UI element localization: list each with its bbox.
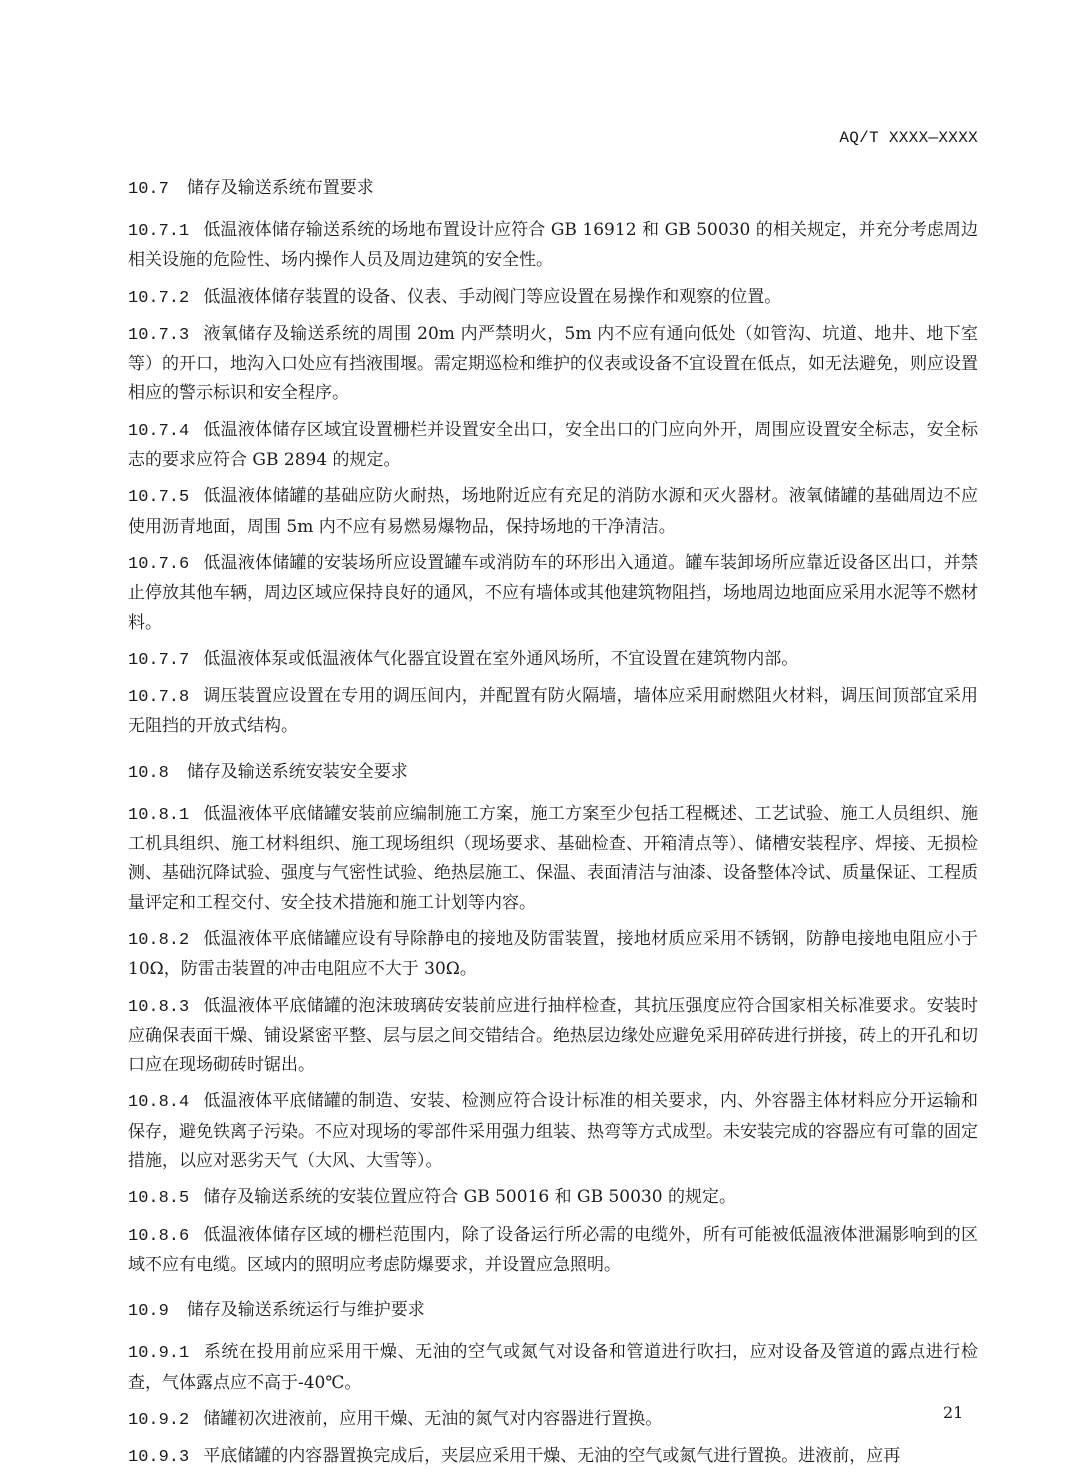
section-number: 10.9: [128, 1302, 169, 1322]
clause: [128, 283, 978, 313]
clause-number: 10.7.4: [128, 421, 190, 441]
clause: [128, 216, 978, 276]
document-body: [128, 174, 978, 1479]
clause-number: 10.7.5: [128, 488, 190, 508]
clause-number: 10.8.6: [128, 1226, 190, 1246]
clause-text: 储存及输送系统的安装位置应符合 GB 50016 和 GB 50030 的规定。: [203, 1187, 736, 1208]
clause-text: 储罐初次进液前，应用干燥、无油的氮气对内容器进行置换。: [203, 1408, 663, 1429]
clause-number: 10.9.3: [128, 1448, 190, 1468]
clause-text: 低温液体储罐的基础应防火耐热，场地附近应有充足的消防水源和灭火器材。液氧储罐的基础周边不应使用沥青地面，周围 5m 内不应有易燃易爆物品，保持场地的干净清洁。: [128, 486, 978, 537]
clause-number: 10.7.1: [128, 222, 190, 241]
clause-text: 低温液体泵或低温液体气化器宜设置在室外通风场所，不宜设置在建筑物内部。: [203, 648, 799, 669]
clause-number: 10.7.2: [128, 288, 190, 308]
clause-text: 低温液体储存区域宜设置栅栏并设置安全出口，安全出口的门应向外开，周围应设置安全标志，安全标志的要求应符合 GB 2894 的规定。: [128, 419, 978, 471]
section-title: 储存及输送系统布置要求: [186, 178, 374, 198]
section-title: 储存及输送系统运行与维护要求: [186, 1300, 425, 1321]
clause-text: 平底储罐的内容器置换完成后，夹层应采用干燥、无油的空气或氮气进行置换。进液前，应再: [203, 1446, 901, 1467]
clause: [128, 925, 978, 985]
clause: [128, 992, 978, 1081]
clause: [128, 645, 978, 675]
clause: [128, 1183, 978, 1213]
document-code: AQ/T XXXX—XXXX: [839, 129, 978, 147]
clause-number: 10.8.2: [128, 930, 190, 950]
clause-text: 低温液体平底储罐应设有导除静电的接地及防雷装置，接地材质应采用不锈钢，防静电接地电阻应小于 10Ω，防雷击装置的冲击电阻应不大于 30Ω。: [128, 928, 978, 980]
section-10-7: [128, 174, 978, 742]
clause-text: 低温液体储存区域的栅栏范围内，除了设备运行所必需的电缆外，所有可能被低温液体泄漏影响到的区域不应有电缆。区域内的照明应考虑防爆要求，并设置应急照明。: [128, 1224, 978, 1275]
clause: [128, 549, 978, 638]
clause: [128, 1405, 978, 1435]
section-heading: [128, 1296, 978, 1326]
clause: [128, 800, 978, 918]
section-heading: [128, 174, 978, 204]
clause-number: 10.8.3: [128, 997, 190, 1017]
clause-number: 10.7.7: [128, 650, 190, 670]
clause: [128, 682, 978, 742]
clause-number: 10.7.6: [128, 554, 190, 574]
clause-text: 低温液体平底储罐的泡沫玻璃砖安装前应进行抽样检查，其抗压强度应符合国家相关标准要求。安装时应确保表面干燥、铺设紧密平整、层与层之间交错结合。绝热层边缘处应避免采用碎砖进行拼接，砖上的开孔和切口应在现场砌砖时锯出。: [128, 995, 978, 1076]
clause-number: 10.8.4: [128, 1093, 190, 1113]
clause-text: 系统在投用前应采用干燥、无油的空气或氮气对设备和管道进行吹扫，应对设备及管道的露点进行检查，气体露点应不高于-40℃。: [128, 1342, 978, 1393]
clause-text: 低温液体储罐的安装场所应设置罐车或消防车的环形出入通道。罐车装卸场所应靠近设备区出口，并禁止停放其他车辆，周边区域应保持良好的通风，不应有墙体或其他建筑物阻挡，场地周边地面应采用水泥等不燃材料。: [128, 552, 978, 633]
clause: [128, 1087, 978, 1176]
clause-text: 低温液体储存装置的设备、仪表、手动阀门等应设置在易操作和观察的位置。: [203, 286, 782, 307]
clause-text: 调压装置应设置在专用的调压间内，并配置有防火隔墙，墙体应采用耐燃阻火材料，调压间顶部宜采用无阻挡的开放式结构。: [128, 686, 978, 737]
clause-number: 10.8.1: [128, 805, 190, 825]
clause: [128, 482, 978, 542]
section-heading: [128, 758, 978, 788]
clause-number: 10.7.8: [128, 688, 190, 708]
clause-text: 低温液体平底储罐的制造、安装、检测应符合设计标准的相关要求，内、外容器主体材料应分开运输和保存，避免铁离子污染。不应对现场的零部件采用强力组装、热弯等方式成型。未安装完成的容器应有可靠的固定措施，以应对恶劣天气（大风、大雪等）。: [128, 1091, 978, 1172]
clause-number: 10.7.3: [128, 325, 190, 345]
clause: [128, 1338, 978, 1398]
clause: [128, 1442, 978, 1472]
clause-number: 10.9.2: [128, 1410, 190, 1430]
clause-number: 10.8.5: [128, 1189, 190, 1209]
clause-text: 低温液体储存输送系统的场地布置设计应符合 GB 16912 和 GB 50030 的相关规定，并充分考虑周边相关设施的危险性、场内操作人员及周边建筑的安全性。: [128, 220, 978, 271]
clause-text: 液氧储存及输送系统的周围 20m 内严禁明火，5m 内不应有通向低处（如管沟、坑道、地井、地下室等）的开口，地沟入口处应有挡液围堰。需定期巡检和维护的仪表或设备不宜设置在低点，如无法避免，则应设置相应的警示标识和安全程序。: [128, 323, 978, 404]
section-10-8: [128, 758, 978, 1280]
section-number: 10.8: [128, 763, 169, 783]
clause: [128, 320, 978, 409]
page-number: 21: [943, 1403, 964, 1422]
clause: [128, 1221, 978, 1281]
clause: [128, 416, 978, 476]
section-10-9: [128, 1296, 978, 1472]
clause-number: 10.9.1: [128, 1344, 190, 1364]
clause-text: 低温液体平底储罐安装前应编制施工方案，施工方案至少包括工程概述、工艺试验、施工人员组织、施工机具组织、施工材料组织、施工现场组织（现场要求、基础检查、开箱清点等）、储槽安装程序、焊接、无损检测、基础沉降试验、强度与气密性试验、绝热层施工、保温、表面清洁与油漆、设备整体冷试、质量保证、工程质量评定和工程交付、安全技术措施和施工计划等内容。: [128, 803, 978, 913]
section-number: 10.7: [128, 180, 169, 199]
section-title: 储存及输送系统安装安全要求: [186, 761, 408, 782]
